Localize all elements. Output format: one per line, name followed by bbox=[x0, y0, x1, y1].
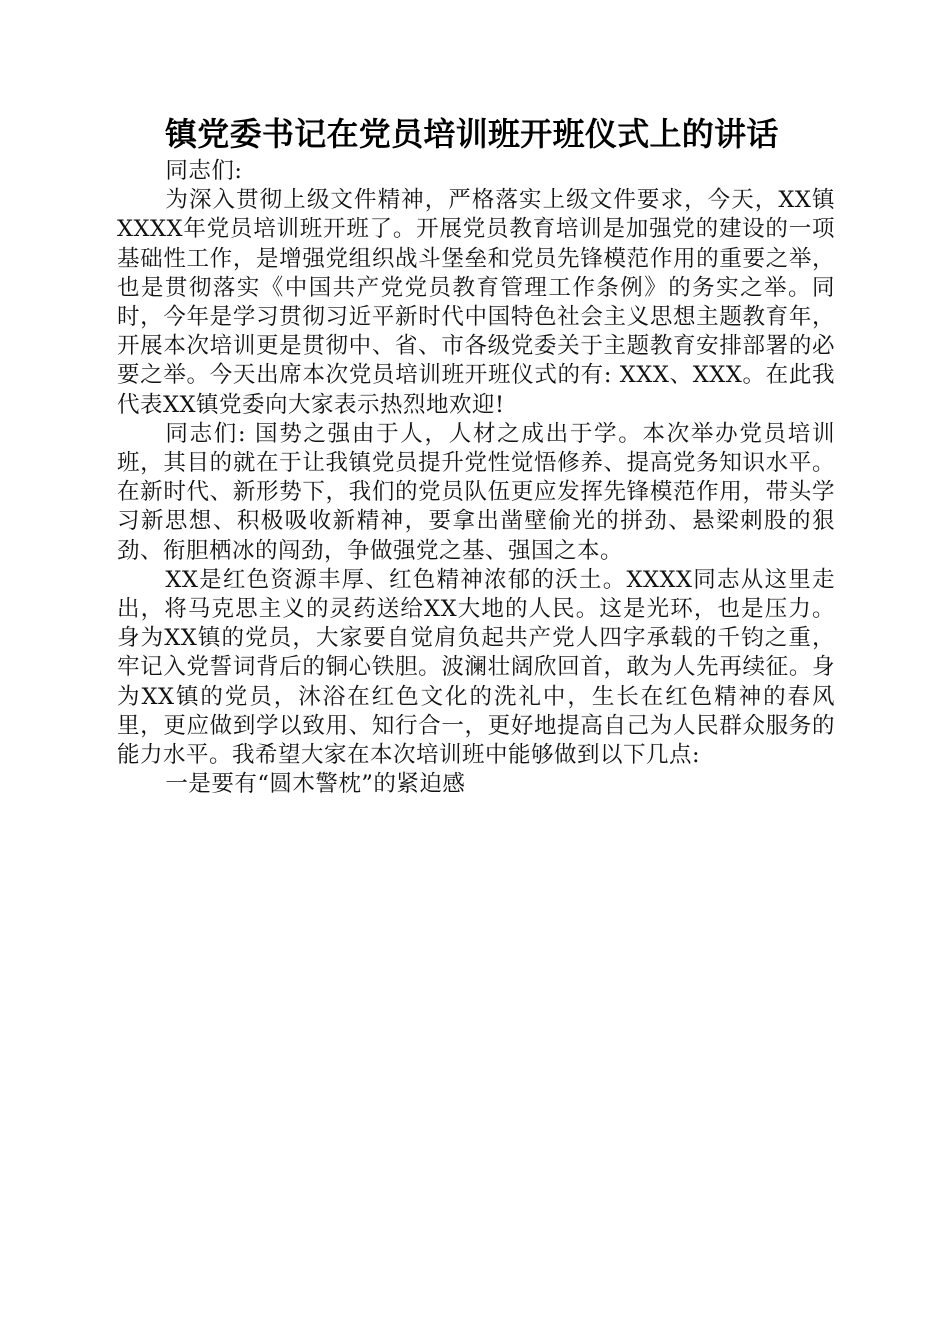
section-heading-paragraph: 一是要有“圆木警枕”的紧迫感 bbox=[165, 771, 466, 798]
body-paragraph: XX是红色资源丰厚、红色精神浓郁的沃土。XXXX同志从这里走出，将马克思主义的灵药送给XX大地的人民。这是光环，也是压力。身为XX镇的党员，大家要自觉肩负起共产党人四字承载的千钧之重，牢记入党誓词背后的铜心铁胆。波澜壮阔欣回首，敢为人先再续征。身为XX镇的党员，沐浴在红色文化的洗礼中，生长在红色精神的春风里，更应做到学以致用、知行合一，更好地提高自己为人民群众服务的能力水平。我希望大家在本次培训班中能够做到以下几点: bbox=[117, 566, 835, 769]
body-paragraph: 同志们: 国势之强由于人，人材之成出于学。本次举办党员培训班，其目的就在于让我镇党员提升党性觉悟修养、提高党务知识水平。在新时代、新形势下，我们的党员队伍更应发挥先锋模范作用，带头学习新思想、积极吸收新精神，要拿出凿壁偷光的拼劲、悬梁刺股的狠劲、衔胆栖冰的闯劲，争做强党之基、强国之本。 bbox=[117, 420, 835, 564]
salutation-paragraph: 同志们: bbox=[165, 158, 243, 184]
document-body bbox=[117, 157, 835, 799]
body-paragraph: 为深入贯彻上级文件精神，严格落实上级文件要求，今天，XX镇XXXX年党员培训班开班了。开展党员教育培训是加强党的建设的一项基础性工作，是增强党组织战斗堡垒和党员先锋模范作用的重要之举，也是贯彻落实《中国共产党党员教育管理工作条例》的务实之举。同时，今年是学习贯彻习近平新时代中国特色社会主义思想主题教育年，开展本次培训更是贯彻中、省、市各级党委关于主题教育安排部署的必要之举。今天出席本次党员培训班开班仪式的有: XXX、XXX。在此我代表XX镇党委向大家表示热烈地欢迎! bbox=[117, 187, 835, 418]
document-title: 镇党委书记在党员培训班开班仪式上的讲话 bbox=[165, 115, 779, 153]
